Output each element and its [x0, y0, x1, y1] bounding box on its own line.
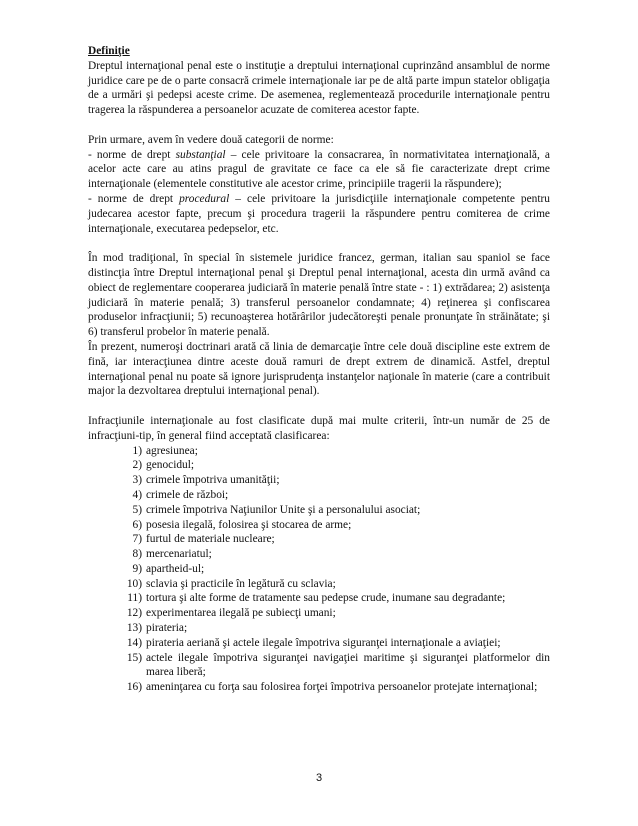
list-item — [120, 680, 550, 695]
norm-procedural-prefix: - norme de drept — [88, 192, 180, 205]
list-item — [120, 532, 550, 547]
list-item-number: 3) — [132, 474, 142, 487]
list-item-text: experimentarea ilegală pe subiecţi umani; — [146, 607, 336, 620]
list-item-number: 1) — [132, 444, 142, 457]
list-item-text: crimele de război; — [146, 488, 229, 501]
list-item-text: actele ilegale împotriva siguranţei navigaţiei maritime şi siguranţei platformelor din marea liberă; — [146, 651, 550, 679]
list-item-number: 12) — [126, 607, 142, 620]
list-item-text: apartheid-ul; — [146, 562, 205, 575]
list-item — [120, 488, 550, 503]
list-item-number: 15) — [126, 651, 142, 664]
list-item — [120, 458, 550, 473]
list-item-number: 10) — [126, 577, 142, 590]
list-item — [120, 577, 550, 592]
norm-procedural-term: procedural — [179, 192, 230, 205]
list-item — [120, 518, 550, 533]
section-heading: Definiţie — [88, 45, 130, 57]
list-item-number: 2) — [132, 459, 142, 472]
list-item — [120, 473, 550, 488]
list-item — [120, 606, 550, 621]
list-item-text: pirateria aeriană şi actele ilegale împotriva siguranţei internaţionale a aviaţiei; — [146, 636, 501, 649]
crimes-list — [88, 444, 550, 696]
list-item — [120, 547, 550, 562]
norm-substantial-prefix: - norme de drept — [88, 148, 176, 161]
list-item-number: 6) — [132, 518, 142, 531]
list-item — [120, 444, 550, 459]
list-item-text: tortura şi alte forme de tratamente sau pedepse crude, inumane sau degradante; — [146, 592, 506, 605]
list-item-text: pirateria; — [146, 622, 188, 635]
list-item-number: 9) — [132, 562, 142, 575]
norm-procedural — [88, 192, 550, 236]
page-number: 3 — [315, 772, 323, 784]
list-item-text: crimele împotriva Naţiunilor Unite şi a personalului asociat; — [146, 503, 421, 516]
list-item-number: 13) — [126, 622, 142, 635]
list-item — [120, 591, 550, 606]
list-item-text: posesia ilegală, folosirea şi stocarea de arme; — [146, 518, 352, 531]
list-item-number: 16) — [126, 681, 142, 694]
list-item — [120, 621, 550, 636]
list-item-text: ameninţarea cu forţa sau folosirea forţei împotriva persoanelor protejate internaţional; — [146, 681, 538, 694]
list-item-text: furtul de materiale nucleare; — [146, 533, 275, 546]
list-item — [120, 636, 550, 651]
tradition-paragraph: În mod tradiţional, în special în sistemele juridice francez, german, italian sau spaniol se face distincţia între Dreptul internaţional penal şi Dreptul penal internaţional, acesta din urmă având ca obiect de reglementare cooperarea judiciară în materie penală între state - : 1) extrădarea; 2) asistenţa judiciară în materie penală; 3) transferul persoanelor condamnate; 4) reţinerea şi confiscarea produselor infracţiunii; 5) recunoaşterea hotărârilor judecătoreşti penale pronunţate în străinătate; şi 6) transferul probelor în materie penală. — [88, 252, 550, 339]
norm-substantial-term: substanţial — [175, 148, 226, 161]
list-item-number: 8) — [132, 548, 142, 561]
norm-categories-intro: Prin urmare, avem în vedere două categorii de norme: — [88, 133, 334, 146]
list-item-number: 5) — [132, 503, 142, 516]
norm-substantial — [88, 148, 550, 192]
list-item-text: sclavia şi practicile în legătură cu sclavia; — [146, 577, 336, 590]
list-item-number: 7) — [132, 533, 142, 546]
classification-paragraph: Infracţiunile internaţionale au fost clasificate după mai multe criterii, într-un număr de 25 de infracţiuni-tip, în general fiind acceptată clasificarea: — [88, 414, 550, 442]
norm-substantial-text: – cele privitoare la consacrarea, în normativitatea internaţională, a acelor acte care au atins pragul de gravitate ce face ca ele să fie caracterizate drept crime internaţionale (elementele constitutive ale acestor crime, principiile tragerii la răspundere); — [88, 148, 550, 191]
list-item — [120, 651, 550, 681]
list-item-number: 14) — [126, 636, 142, 649]
list-item-text: crimele împotriva umanităţii; — [146, 474, 280, 487]
list-item-text: mercenariatul; — [146, 548, 212, 561]
list-item — [120, 562, 550, 577]
definition-paragraph: Dreptul internaţional penal este o instituţie a dreptului internaţional cuprinzând ansamblul de norme juridice care pe de o parte consacră crimele internaţionale iar pe de altă parte impun statelor obligaţia de a urmări şi pedepsi aceste crime. De asemenea, reglementează procedurile internaţionale pentru tragerea la răspunderea a persoanelor acuzate de comiterea acestor fapte. — [88, 59, 550, 117]
list-item-number: 4) — [132, 488, 142, 501]
list-item — [120, 503, 550, 518]
norm-procedural-text: – cele privitoare la jurisdicţiile internaţionale competente pentru judecarea acestor fapte, precum şi procedura tragerii la răspundere pentru comiterea de crime internaţionale, executarea pedepselor, etc. — [88, 192, 550, 235]
list-item-text: agresiunea; — [146, 444, 198, 457]
present-paragraph: În prezent, numeroşi doctrinari arată că linia de demarcaţie între cele două discipline este extrem de fină, iar interacţiunea dintre aceste două ramuri de drept extrem de dinamică. Astfel, dreptul internaţional penal nu poate să ignore jurisprudenţa instanţelor naţionale în materie (care a contribuit major la dezvoltarea dreptului internaţional penal). — [88, 340, 550, 398]
list-item-text: genocidul; — [146, 459, 195, 472]
list-item-number: 11) — [127, 592, 142, 605]
document-body — [88, 44, 550, 695]
